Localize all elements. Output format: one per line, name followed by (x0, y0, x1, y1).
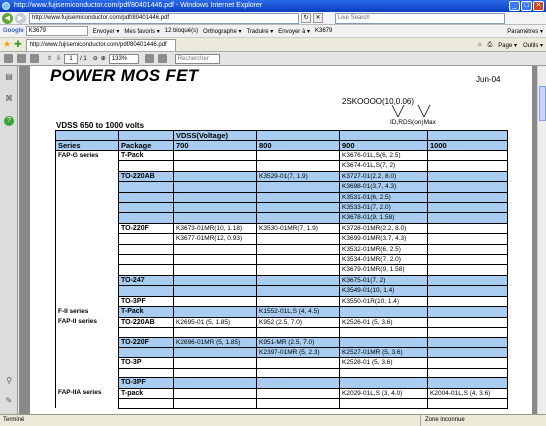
table-row (56, 337, 508, 347)
table-header-top (56, 131, 508, 141)
package-cell (119, 192, 174, 202)
series-cell (56, 296, 119, 306)
table-row (56, 265, 508, 275)
part-cell (428, 347, 508, 357)
part-cell (428, 244, 508, 254)
table-row (56, 275, 508, 285)
part-cell (428, 327, 508, 337)
part-cell: K2527-01MR (5, 3.6) (340, 347, 428, 357)
package-cell (119, 203, 174, 213)
table-row (56, 182, 508, 192)
part-cell: K3698-01(3.7, 4.3) (340, 182, 428, 192)
series-cell (56, 358, 119, 368)
status-bar (0, 414, 546, 426)
package-cell (119, 182, 174, 192)
part-cell (257, 265, 340, 275)
package-cell (119, 286, 174, 296)
series-cell (56, 244, 119, 254)
part-cell (428, 171, 508, 181)
table-row (56, 347, 508, 357)
part-cell (174, 203, 257, 213)
part-cell: K952 (2.5, 7.0) (257, 317, 340, 327)
header-cell (428, 131, 508, 141)
email-icon[interactable] (30, 54, 39, 63)
voltage-900-header: 900 (340, 141, 428, 151)
part-cell: K1552-01L,S (4, 4.5) (257, 307, 340, 317)
part-cell (174, 161, 257, 171)
live-search-input[interactable]: Live Search (335, 13, 505, 24)
part-cell (257, 388, 340, 398)
package-cell (119, 234, 174, 244)
series-cell: FAP-II series (56, 317, 119, 327)
translate-button[interactable]: Traduire ▾ (246, 28, 274, 35)
comments-icon[interactable]: ✎ (5, 396, 13, 405)
vdss-heading: VDSS 650 to 1000 volts (56, 121, 145, 130)
table-row (56, 307, 508, 317)
voltage-700-header: 700 (174, 141, 257, 151)
part-cell (340, 327, 428, 337)
package-cell (119, 399, 174, 409)
security-zone: Zone inconnue (420, 415, 465, 426)
spellcheck-button[interactable]: Orthographe ▾ (203, 28, 242, 35)
part-cell: K3530-01MR(7, 1.9) (257, 223, 340, 233)
tools-menu[interactable]: Outils ▾ (522, 42, 543, 49)
page-date: Jun-04 (476, 75, 501, 84)
header-cell (257, 131, 340, 141)
part-cell: K3679-01MR(9, 1.58) (340, 265, 428, 275)
part-cell (174, 388, 257, 398)
help-icon[interactable]: ? (4, 116, 14, 126)
part-cell: K3532-01MR(6, 2.5) (340, 244, 428, 254)
table-row (56, 378, 508, 388)
refresh-button[interactable]: ↻ (301, 13, 311, 23)
part-cell (174, 275, 257, 285)
print-pdf-icon[interactable] (17, 54, 26, 63)
forward-button[interactable]: ▶ (15, 13, 26, 24)
part-cell: K3678-01(9, 1.58) (340, 213, 428, 223)
google-search-input[interactable]: K3679 (26, 26, 88, 36)
vertical-scrollbar[interactable] (537, 66, 546, 414)
status-text: Terminé (3, 417, 25, 423)
package-cell: T-Pack (119, 307, 174, 317)
part-cell (428, 223, 508, 233)
browser-tab[interactable]: http://www.fujisemiconductor.com/pdf/80401446.pdf (26, 39, 176, 51)
package-cell (119, 327, 174, 337)
pdf-viewer (19, 66, 537, 414)
series-cell (56, 192, 119, 202)
favorites-bar (0, 38, 546, 52)
part-cell (257, 275, 340, 285)
table-row (56, 192, 508, 202)
part-cell: K3677-01MR(12, 0.93) (174, 234, 257, 244)
vdss-header: VDSS(Voltage) (174, 131, 257, 141)
series-cell (56, 327, 119, 337)
part-cell (340, 337, 428, 347)
table-row (56, 234, 508, 244)
part-cell (428, 358, 508, 368)
part-cell (174, 399, 257, 409)
home-icon[interactable]: ⌂ (477, 42, 482, 48)
part-cell: K3550-01R(10, 1.4) (340, 296, 428, 306)
part-cell: K3549-01(10, 1.4) (340, 286, 428, 296)
part-cell: K3531-01(6, 2.5) (340, 192, 428, 202)
part-cell: K3699-01MR(3.7, 4.3) (340, 234, 428, 244)
table-row (56, 244, 508, 254)
part-cell (174, 286, 257, 296)
page-menu[interactable]: Page ▾ (498, 42, 517, 49)
part-cell: K2526-01 (5, 3.6) (340, 317, 428, 327)
part-cell (174, 327, 257, 337)
part-code: 2SKOOOO(10,0.06) (342, 97, 415, 106)
part-cell (428, 317, 508, 327)
part-cell (257, 296, 340, 306)
series-cell: FAP-G series (56, 151, 119, 161)
part-cell: K2695-01 (5, 1.85) (174, 317, 257, 327)
part-cell (428, 192, 508, 202)
save-icon[interactable] (4, 54, 13, 63)
table-row (56, 358, 508, 368)
part-cell (257, 368, 340, 378)
part-cell (257, 255, 340, 265)
package-cell: TO-220F (119, 223, 174, 233)
part-cell (428, 161, 508, 171)
part-cell (428, 378, 508, 388)
part-cell (257, 213, 340, 223)
package-cell: TO-3PF (119, 296, 174, 306)
part-cell (174, 171, 257, 181)
table-row (56, 388, 508, 398)
minimize-button[interactable]: _ (509, 1, 520, 11)
code-legend: ID,RDS(on)Max (390, 119, 436, 126)
series-cell (56, 265, 119, 275)
page-total: / 1 (80, 55, 87, 62)
series-cell (56, 182, 119, 192)
part-cell (428, 265, 508, 275)
scrollbar-thumb[interactable] (539, 86, 546, 121)
page-title: POWER MOS FET (50, 66, 199, 85)
highlight-term-button[interactable]: K3679 (314, 28, 333, 34)
print-icon[interactable]: ⎙ (487, 41, 493, 48)
package-cell: TO-220AB (119, 317, 174, 327)
package-cell: T-pack (119, 388, 174, 398)
part-cell: K2528-01 (5, 3.6) (340, 358, 428, 368)
table-row (56, 296, 508, 306)
google-send-button[interactable]: Envoyer ▾ (92, 28, 120, 35)
table-row (56, 399, 508, 409)
part-cell (174, 244, 257, 254)
part-cell (257, 244, 340, 254)
zoom-in-icon[interactable]: ⊕ (100, 56, 106, 62)
part-cell: K3728-01MR(2.2, 8.0) (340, 223, 428, 233)
part-cell: K3529-01(7, 1.9) (257, 171, 340, 181)
package-cell: TO-3P (119, 358, 174, 368)
close-button[interactable]: ✕ (533, 1, 544, 11)
url-input[interactable]: http://www.fujisemiconductor.com/pdf/80401446.pdf (29, 13, 299, 24)
package-cell (119, 347, 174, 357)
part-cell: K3675-01(7, 2) (340, 275, 428, 285)
table-header (56, 141, 508, 151)
series-header: Series (56, 141, 119, 151)
part-cell: K2004-01L,S (4, 3.6) (428, 388, 508, 398)
part-cell (428, 399, 508, 409)
part-cell: K2696-01MR (5, 1.85) (174, 337, 257, 347)
table-row (56, 286, 508, 296)
part-cell (340, 378, 428, 388)
address-bar (0, 12, 546, 25)
pdf-page (30, 66, 532, 414)
part-cell (428, 182, 508, 192)
package-cell (119, 244, 174, 254)
zoom-select[interactable]: 133% (109, 54, 139, 64)
code-arrows-icon (390, 105, 460, 119)
part-cell (257, 378, 340, 388)
series-cell (56, 223, 119, 233)
part-cell (174, 347, 257, 357)
part-cell (340, 368, 428, 378)
header-cell (119, 131, 174, 141)
popup-blocker-button[interactable]: 12 bloqué(s) (164, 28, 199, 34)
pdf-find-input[interactable]: Rechercher (175, 54, 220, 64)
pdf-toolbar (0, 52, 546, 66)
part-cell (428, 255, 508, 265)
favorites-star-icon[interactable]: ★ (3, 39, 12, 49)
part-cell: K951-MR (2.5, 7.0) (257, 337, 340, 347)
pdf-navigation-panel (0, 66, 18, 414)
window-titlebar (0, 0, 546, 12)
table-row (56, 213, 508, 223)
google-settings-button[interactable]: Paramètres ▾ (507, 28, 543, 35)
series-cell (56, 286, 119, 296)
part-cell (174, 151, 257, 161)
part-cell (174, 368, 257, 378)
part-cell (257, 161, 340, 171)
package-cell (119, 161, 174, 171)
series-cell (56, 275, 119, 285)
series-cell (56, 399, 119, 409)
table-row (56, 317, 508, 327)
part-cell (174, 296, 257, 306)
series-cell (56, 213, 119, 223)
series-cell (56, 171, 119, 181)
part-cell (174, 213, 257, 223)
series-cell (56, 337, 119, 347)
part-cell (428, 213, 508, 223)
part-cell (428, 337, 508, 347)
part-cell (257, 358, 340, 368)
part-cell: K3673-01MR(10, 1.18) (174, 223, 257, 233)
pages-icon[interactable]: ▤ (5, 72, 13, 81)
table-row (56, 327, 508, 337)
part-cell (174, 265, 257, 275)
bookmarks-icon[interactable]: ⌘ (5, 94, 13, 103)
table-row (56, 255, 508, 265)
part-cell: K3674-01L,S(7, 2) (340, 161, 428, 171)
package-cell: TO-220F (119, 337, 174, 347)
part-cell (257, 151, 340, 161)
window-title: http://www.fujisemiconductor.com/pdf/80401446.pdf - Windows Internet Explorer (14, 2, 263, 9)
google-bookmarks-button[interactable]: Mes favoris ▾ (124, 28, 160, 35)
part-cell (340, 307, 428, 317)
next-page-icon[interactable]: ⇩ (56, 56, 62, 62)
series-cell (56, 234, 119, 244)
ie-logo-icon (2, 2, 10, 10)
voltage-800-header: 800 (257, 141, 340, 151)
fit-page-icon[interactable] (145, 54, 154, 63)
header-cell (340, 131, 428, 141)
series-cell: F-II series (56, 307, 119, 317)
package-cell (119, 213, 174, 223)
part-cell: K3534-01MR(7, 2.0) (340, 255, 428, 265)
part-cell (428, 368, 508, 378)
stop-button[interactable]: ✕ (313, 13, 323, 23)
part-cell (257, 234, 340, 244)
part-cell (174, 358, 257, 368)
part-cell (257, 327, 340, 337)
package-cell (119, 255, 174, 265)
package-cell (119, 368, 174, 378)
part-cell (428, 151, 508, 161)
series-cell (56, 161, 119, 171)
google-toolbar (0, 25, 546, 38)
part-cell (257, 182, 340, 192)
zoom-out-icon[interactable]: ⊖ (92, 56, 98, 62)
fit-width-icon[interactable] (158, 54, 167, 63)
series-cell: FAP-IIA series (56, 388, 119, 398)
series-cell (56, 255, 119, 265)
part-cell (257, 203, 340, 213)
maximize-button[interactable]: □ (521, 1, 532, 11)
page-number-input[interactable]: 1 (64, 54, 78, 64)
table-row (56, 171, 508, 181)
package-cell (119, 265, 174, 275)
mosfet-table (55, 130, 508, 409)
header-cell (56, 131, 119, 141)
table-row (56, 203, 508, 213)
part-cell: K3533-01(7, 2.0) (340, 203, 428, 213)
package-header: Package (119, 141, 174, 151)
part-cell (257, 399, 340, 409)
prev-page-icon[interactable]: ⇧ (47, 56, 53, 62)
table-row (56, 151, 508, 161)
table-row (56, 368, 508, 378)
part-cell (428, 307, 508, 317)
part-cell (428, 275, 508, 285)
voltage-1000-header: 1000 (428, 141, 508, 151)
part-cell (257, 286, 340, 296)
package-cell: TO-220AB (119, 171, 174, 181)
part-cell (428, 286, 508, 296)
part-cell: K3727-01(2.2, 8.0) (340, 171, 428, 181)
part-cell (428, 296, 508, 306)
part-cell (174, 192, 257, 202)
google-logo: Google (3, 28, 24, 34)
table-row (56, 161, 508, 171)
send-to-button[interactable]: Envoyer à ▾ (278, 28, 310, 35)
package-cell: TO-247 (119, 275, 174, 285)
table-row (56, 223, 508, 233)
series-cell (56, 368, 119, 378)
part-cell (340, 399, 428, 409)
series-cell (56, 378, 119, 388)
part-cell (257, 192, 340, 202)
part-cell (174, 182, 257, 192)
part-cell (174, 255, 257, 265)
part-cell (174, 378, 257, 388)
attachments-icon[interactable]: ⚲ (6, 376, 12, 385)
part-cell: K2397-01MR (5, 2.3) (257, 347, 340, 357)
part-cell: K2029-01L,S (3, 4.0) (340, 388, 428, 398)
part-cell (174, 307, 257, 317)
package-cell: T-Pack (119, 151, 174, 161)
add-favorite-icon[interactable]: ✚ (14, 39, 22, 49)
part-cell (428, 203, 508, 213)
part-cell: K3676-01L,S(6, 2.5) (340, 151, 428, 161)
series-cell (56, 347, 119, 357)
part-cell (428, 234, 508, 244)
series-cell (56, 203, 119, 213)
package-cell: TO-3PF (119, 378, 174, 388)
back-button[interactable]: ◀ (2, 13, 13, 24)
